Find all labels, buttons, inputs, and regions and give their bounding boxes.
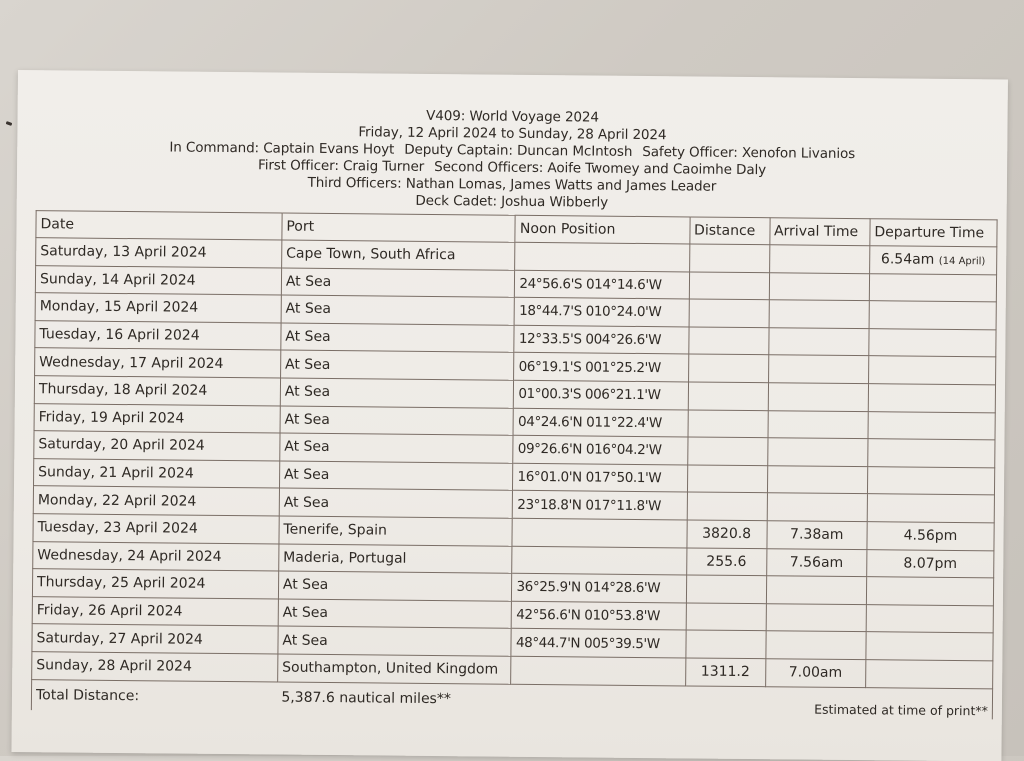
noon-position-cell [514, 325, 688, 354]
total-value: 5,387.6 nautical miles** [277, 682, 685, 716]
estimated-note: Estimated at time of print** [814, 701, 988, 718]
date-cell-text: Saturday, 27 April 2024 [36, 629, 203, 648]
date-cell-text: Saturday, 13 April 2024 [40, 243, 207, 262]
arrival-time-cell [767, 438, 868, 467]
date-cell-text: Friday, 19 April 2024 [38, 409, 185, 427]
departure-time-cell-text: 8.07pm [903, 555, 958, 572]
noon-position-cell-text: 06°19.1'S 001°25.2'W [518, 358, 661, 376]
departure-time-cell [869, 246, 996, 275]
departure-time-cell [867, 466, 994, 495]
arrival-time-cell-text: 7.38am [790, 526, 844, 544]
arrival-time-cell [765, 659, 866, 688]
date-cell-text: Thursday, 25 April 2024 [37, 574, 206, 593]
col-header-port: Port [282, 213, 516, 242]
arrival-time-cell [768, 355, 869, 384]
port-cell [278, 654, 512, 684]
date-cell [33, 514, 279, 544]
port-cell [278, 571, 512, 601]
distance-cell [688, 327, 768, 355]
distance-cell [686, 603, 766, 631]
noon-position-cell-text: 01°00.3'S 006°21.1'W [518, 386, 661, 404]
departure-time-cell [867, 522, 994, 551]
noon-position-cell-text: 18°44.7'S 010°24.0'W [519, 303, 662, 321]
port-cell [278, 599, 512, 629]
distance-cell [687, 465, 767, 493]
noon-position-cell [513, 435, 687, 464]
estimated-note-cell [685, 685, 993, 718]
port-cell-text: At Sea [282, 604, 329, 622]
date-cell-text: Sunday, 28 April 2024 [36, 657, 192, 675]
port-cell [280, 433, 514, 463]
distance-cell [688, 382, 768, 410]
distance-cell [689, 244, 769, 272]
date-cell-text: Sunday, 21 April 2024 [38, 464, 194, 482]
departure-time-cell [868, 411, 995, 440]
port-cell-text: At Sea [285, 301, 332, 318]
distance-cell [686, 575, 766, 603]
noon-position-cell [511, 656, 685, 685]
port-cell-text: Southampton, United Kingdom [282, 659, 499, 678]
departure-time-cell [867, 494, 994, 523]
noon-position-cell-text: 23°18.8'N 017°11.8'W [517, 496, 662, 514]
safety-officer: Safety Officer: Xenofon Livanios [642, 143, 856, 163]
noon-position-cell-text: 42°56.6'N 010°53.8'W [516, 606, 661, 625]
noon-position-cell [515, 297, 689, 326]
port-cell-text: At Sea [284, 356, 331, 373]
date-cell [32, 624, 278, 654]
date-cell-text: Thursday, 18 April 2024 [38, 381, 208, 400]
date-cell-text: Sunday, 14 April 2024 [39, 271, 196, 289]
noon-position-cell [513, 463, 687, 492]
distance-cell [687, 437, 767, 465]
port-cell-text: At Sea [285, 328, 331, 346]
port-cell [278, 626, 512, 656]
departure-time-cell [869, 301, 996, 330]
departure-time-cell [868, 384, 995, 413]
noon-position-cell [514, 353, 688, 382]
date-cell [34, 458, 280, 488]
date-cell [32, 596, 278, 626]
second-officers: Second Officers: Aoife Twomey and Caoimhe Daly [434, 158, 767, 179]
itinerary-card [11, 70, 1008, 761]
port-cell [280, 378, 514, 408]
date-cell [36, 238, 282, 268]
arrival-time-cell [769, 245, 870, 274]
voyage-header [17, 104, 1008, 215]
noon-position-cell [515, 242, 689, 271]
distance-cell [686, 547, 766, 575]
date-cell [35, 293, 281, 323]
arrival-time-cell-text: 7.00am [788, 664, 843, 682]
arrival-time-cell-text: 7.56am [789, 554, 844, 571]
arrival-time-cell [766, 548, 867, 577]
port-cell-text: At Sea [284, 383, 331, 401]
departure-time-cell-text: 6.54am [880, 251, 935, 269]
port-cell-text: At Sea [282, 576, 329, 594]
date-cell-text: Saturday, 20 April 2024 [38, 436, 205, 455]
col-header-arrival-time: Arrival Time [769, 218, 870, 246]
date-cell [33, 486, 279, 516]
port-cell [280, 350, 514, 380]
voyage-dates: Friday, 12 April 2024 to Sunday, 28 April 2024 [358, 124, 667, 144]
distance-cell [687, 520, 767, 548]
arrival-time-cell [765, 631, 866, 660]
arrival-time-cell [767, 493, 868, 522]
port-cell [281, 268, 515, 298]
noon-position-cell [512, 573, 686, 602]
date-cell-text: Tuesday, 23 April 2024 [37, 519, 198, 537]
noon-position-cell [513, 491, 687, 520]
date-cell [33, 541, 279, 571]
date-cell [32, 652, 278, 682]
arrival-time-cell [769, 272, 870, 301]
date-cell [35, 320, 281, 350]
distance-cell [688, 410, 768, 438]
port-cell-text: At Sea [283, 494, 330, 511]
in-command: In Command: Captain Evans Hoyt [169, 139, 395, 158]
first-officer: First Officer: Craig Turner [257, 157, 425, 175]
voyage-title: V409: World Voyage 2024 [426, 107, 600, 126]
noon-position-cell-text: 09°26.6'N 016°04.2'W [517, 441, 662, 459]
date-cell [34, 403, 280, 433]
noon-position-cell-text: 24°56.6'S 014°14.6'W [519, 275, 662, 294]
port-cell [281, 295, 515, 325]
port-cell-text: Tenerife, Spain [283, 521, 388, 539]
date-cell [32, 569, 278, 599]
date-cell-text: Monday, 22 April 2024 [37, 491, 197, 510]
distance-cell [689, 299, 769, 327]
noon-position-cell-text: 36°25.9'N 014°28.6'W [516, 579, 661, 597]
noon-position-cell [512, 601, 686, 630]
noon-position-cell [511, 629, 685, 658]
arrival-time-cell [768, 383, 869, 412]
noon-position-cell-text: 04°24.6'N 011°22.4'W [518, 413, 662, 432]
arrival-time-cell [767, 465, 868, 494]
itinerary-table [31, 210, 998, 719]
col-header-distance: Distance [689, 217, 769, 245]
departure-time-cell [868, 439, 995, 468]
departure-note: (14 April) [938, 256, 986, 268]
col-header-date: Date [36, 211, 282, 240]
departure-time-cell [869, 328, 996, 357]
date-cell [34, 431, 280, 461]
departure-time-cell-text: 4.56pm [903, 527, 958, 545]
noon-position-cell [513, 408, 687, 437]
arrival-time-cell [766, 603, 867, 632]
date-cell [35, 348, 281, 378]
date-cell-text: Tuesday, 16 April 2024 [39, 326, 200, 344]
noon-position-cell-text: 48°44.7'N 005°39.5'W [515, 634, 660, 652]
port-cell-text: At Sea [285, 273, 332, 290]
port-cell [279, 516, 513, 546]
arrival-time-cell [769, 300, 870, 329]
col-header-noon-position: Noon Position [515, 215, 689, 244]
col-header-departure-time: Departure Time [870, 219, 997, 247]
departure-time-cell [866, 660, 993, 689]
departure-time-cell [867, 549, 994, 578]
date-cell [35, 265, 281, 295]
arrival-time-cell [766, 576, 867, 605]
distance-cell [688, 354, 768, 382]
port-cell [280, 406, 514, 436]
port-cell-text: At Sea [283, 466, 330, 484]
port-cell-text: At Sea [284, 439, 330, 456]
date-cell-text: Wednesday, 17 April 2024 [39, 353, 224, 372]
port-cell [281, 323, 515, 353]
departure-time-cell [866, 577, 993, 606]
arrival-time-cell [768, 410, 869, 439]
arrival-time-cell [768, 327, 869, 356]
date-cell-text: Friday, 26 April 2024 [36, 602, 183, 620]
noon-position-cell [512, 546, 686, 575]
port-cell [279, 488, 513, 518]
noon-position-cell [514, 380, 688, 409]
distance-cell-text: 3820.8 [702, 525, 752, 543]
stray-mark [6, 121, 13, 126]
distance-cell [685, 630, 765, 658]
port-cell [279, 544, 513, 574]
departure-time-cell [869, 273, 996, 302]
port-cell [279, 461, 513, 491]
port-cell [281, 240, 515, 270]
distance-cell-text: 255.6 [706, 553, 747, 570]
date-cell [34, 376, 280, 406]
date-cell-text: Wednesday, 24 April 2024 [37, 547, 222, 565]
distance-cell-text: 1311.2 [700, 663, 750, 681]
port-cell-text: Maderia, Portugal [283, 549, 407, 567]
deputy-captain: Deputy Captain: Duncan McIntosh [404, 141, 633, 160]
noon-position-cell [512, 518, 686, 547]
noon-position-cell-text: 12°33.5'S 004°26.6'W [518, 330, 662, 349]
port-cell-text: At Sea [282, 632, 328, 649]
third-officers: Third Officers: Nathan Lomas, James Watts and James Leader [307, 174, 717, 195]
noon-position-cell-text: 16°01.0'N 017°50.1'W [517, 468, 662, 487]
deck-cadet: Deck Cadet: Joshua Wibberly [415, 192, 609, 211]
distance-cell [687, 492, 767, 520]
noon-position-cell [515, 270, 689, 299]
distance-cell [685, 658, 765, 686]
port-cell-text: Cape Town, South Africa [286, 245, 456, 264]
total-label: Total Distance: [31, 679, 277, 712]
arrival-time-cell [766, 521, 867, 550]
departure-time-cell [868, 356, 995, 385]
date-cell-text: Monday, 15 April 2024 [39, 298, 199, 317]
port-cell-text: At Sea [284, 411, 330, 428]
distance-cell [689, 272, 769, 300]
departure-time-cell [866, 632, 993, 661]
departure-time-cell [866, 604, 993, 633]
